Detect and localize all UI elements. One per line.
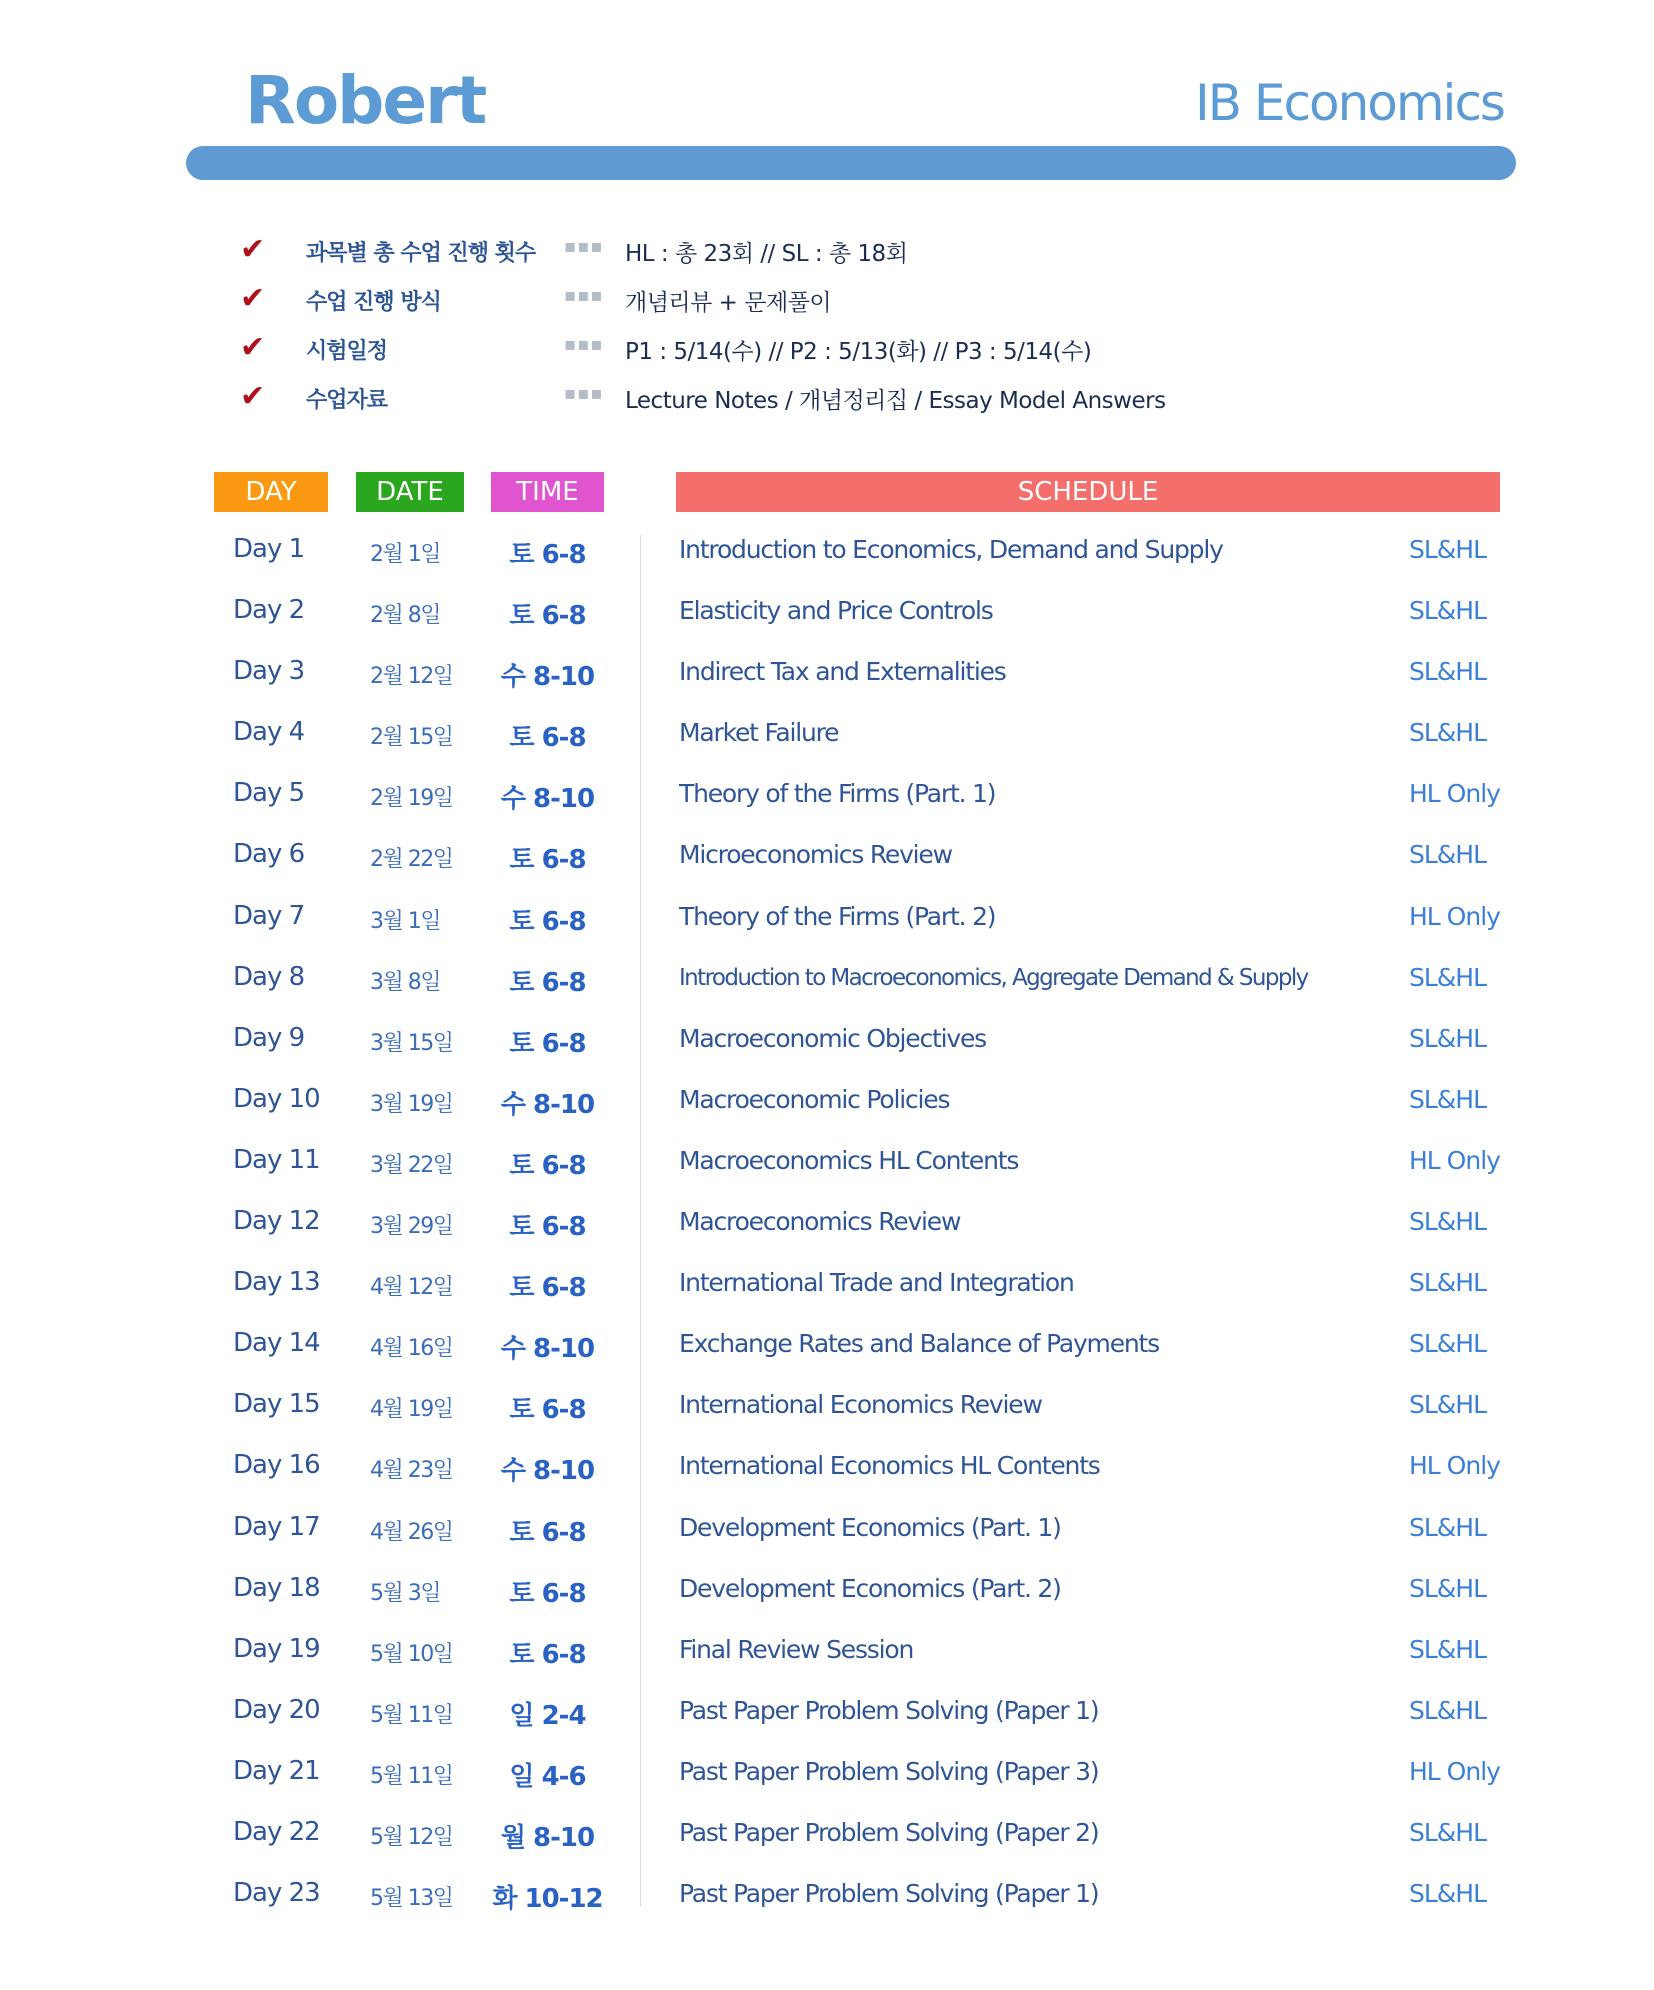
- date-cell: 2월 22일: [370, 847, 453, 873]
- level-cell: SL&HL: [1409, 535, 1487, 564]
- schedule-cell: Development Economics (Part. 2): [679, 1573, 1061, 1603]
- table-row: [0, 1321, 1654, 1382]
- time-cell: 토 6-8: [509, 1578, 586, 1609]
- checkmark-icon: ✔: [240, 330, 266, 365]
- column-header-schedule: SCHEDULE: [676, 472, 1500, 512]
- day-cell: Day 3: [233, 656, 305, 687]
- table-row: [0, 527, 1654, 588]
- info-row: [240, 230, 1440, 279]
- course-title: IB Economics: [1194, 74, 1504, 132]
- date-cell: 3월 22일: [370, 1152, 453, 1178]
- schedule-cell: International Trade and Integration: [679, 1268, 1074, 1298]
- checkmark-icon: ✔: [240, 281, 266, 316]
- table-row: [0, 1505, 1654, 1566]
- level-cell: SL&HL: [1409, 1512, 1487, 1542]
- schedule-cell: Elasticity and Price Controls: [679, 596, 993, 626]
- table-row: [0, 1871, 1654, 1932]
- day-cell: Day 9: [233, 1022, 305, 1053]
- level-cell: SL&HL: [1409, 657, 1487, 687]
- level-cell: SL&HL: [1409, 1268, 1487, 1298]
- day-cell: Day 6: [233, 839, 305, 870]
- date-cell: 5월 11일: [370, 1702, 453, 1728]
- schedule-cell: Introduction to Macroeconomics, Aggregate Demand & Supply: [679, 964, 1308, 991]
- table-row: [0, 588, 1654, 649]
- schedule-cell: Past Paper Problem Solving (Paper 2): [679, 1817, 1099, 1847]
- table-row: [0, 1016, 1654, 1077]
- level-cell: SL&HL: [1409, 840, 1487, 870]
- day-cell: Day 16: [233, 1450, 320, 1481]
- date-cell: 3월 8일: [370, 969, 440, 995]
- table-row: [0, 832, 1654, 893]
- time-cell: 수 8-10: [500, 1334, 595, 1365]
- time-cell: 수 8-10: [500, 1089, 595, 1120]
- table-row: [0, 1627, 1654, 1688]
- schedule-cell: Macroeconomic Policies: [679, 1084, 950, 1114]
- day-cell: Day 21: [233, 1755, 320, 1786]
- time-cell: 화 10-12: [492, 1884, 603, 1915]
- day-cell: Day 18: [233, 1572, 320, 1603]
- level-cell: HL Only: [1409, 779, 1500, 809]
- header-divider-bar: [186, 146, 1516, 180]
- day-cell: Day 23: [233, 1878, 320, 1909]
- info-value: HL : 총 23회 // SL : 총 18회: [625, 241, 908, 267]
- level-cell: SL&HL: [1409, 962, 1487, 992]
- schedule-cell: International Economics HL Contents: [679, 1451, 1100, 1481]
- schedule-cell: Theory of the Firms (Part. 1): [679, 779, 996, 809]
- table-row: [0, 1199, 1654, 1260]
- day-cell: Day 14: [233, 1328, 320, 1359]
- day-cell: Day 4: [233, 717, 305, 748]
- table-row: [0, 649, 1654, 710]
- column-header-date: DATE: [356, 472, 464, 512]
- time-cell: 토 6-8: [509, 723, 586, 754]
- date-cell: 3월 15일: [370, 1030, 453, 1056]
- table-row: [0, 894, 1654, 955]
- info-label: 시험일정: [306, 339, 388, 364]
- level-cell: SL&HL: [1409, 1634, 1487, 1664]
- level-cell: SL&HL: [1409, 1695, 1487, 1725]
- date-cell: 4월 19일: [370, 1397, 453, 1423]
- level-cell: SL&HL: [1409, 1329, 1487, 1359]
- table-row: [0, 1688, 1654, 1749]
- info-label: 수업자료: [306, 388, 388, 413]
- info-label: 수업 진행 방식: [306, 290, 441, 315]
- day-cell: Day 2: [233, 595, 305, 626]
- day-cell: Day 10: [233, 1083, 320, 1114]
- date-cell: 3월 29일: [370, 1214, 453, 1240]
- date-cell: 4월 26일: [370, 1519, 453, 1545]
- time-cell: 수 8-10: [500, 784, 595, 815]
- time-cell: 토 6-8: [509, 1028, 586, 1059]
- schedule-cell: Past Paper Problem Solving (Paper 1): [679, 1695, 1099, 1725]
- checkmark-icon: ✔: [240, 232, 266, 267]
- teacher-name: Robert: [245, 62, 486, 139]
- time-cell: 수 8-10: [500, 662, 595, 693]
- time-cell: 토 6-8: [509, 1517, 586, 1548]
- time-cell: 일 2-4: [509, 1700, 586, 1731]
- table-row: [0, 1749, 1654, 1810]
- table-row: [0, 1810, 1654, 1871]
- table-row: [0, 771, 1654, 832]
- info-label: 과목별 총 수업 진행 횟수: [306, 241, 536, 266]
- day-cell: Day 7: [233, 900, 305, 931]
- time-cell: 수 8-10: [500, 1456, 595, 1487]
- level-cell: HL Only: [1409, 1145, 1500, 1175]
- level-cell: SL&HL: [1409, 1817, 1487, 1847]
- table-row: [0, 1566, 1654, 1627]
- schedule-cell: Macroeconomic Objectives: [679, 1023, 986, 1053]
- date-cell: 3월 1일: [370, 908, 440, 934]
- level-cell: HL Only: [1409, 901, 1500, 931]
- day-cell: Day 17: [233, 1511, 320, 1542]
- time-cell: 토 6-8: [509, 1395, 586, 1426]
- schedule-table: [0, 527, 1654, 1932]
- day-cell: Day 5: [233, 778, 305, 809]
- time-cell: 토 6-8: [509, 1212, 586, 1243]
- day-cell: Day 8: [233, 961, 305, 992]
- table-row: [0, 1382, 1654, 1443]
- schedule-cell: Development Economics (Part. 1): [679, 1512, 1061, 1542]
- day-cell: Day 13: [233, 1267, 320, 1298]
- date-cell: 2월 8일: [370, 603, 440, 629]
- time-cell: 토 6-8: [509, 967, 586, 998]
- schedule-cell: Final Review Session: [679, 1634, 914, 1664]
- time-cell: 토 6-8: [509, 1273, 586, 1304]
- schedule-cell: Exchange Rates and Balance of Payments: [679, 1329, 1159, 1359]
- day-cell: Day 22: [233, 1816, 320, 1847]
- level-cell: SL&HL: [1409, 596, 1487, 626]
- schedule-cell: Past Paper Problem Solving (Paper 1): [679, 1879, 1099, 1909]
- date-cell: 5월 10일: [370, 1641, 453, 1667]
- date-cell: 2월 12일: [370, 664, 453, 690]
- schedule-cell: Market Failure: [679, 718, 839, 748]
- date-cell: 5월 13일: [370, 1886, 453, 1912]
- table-row: [0, 1443, 1654, 1504]
- level-cell: SL&HL: [1409, 1390, 1487, 1420]
- schedule-cell: Introduction to Economics, Demand and Supply: [679, 535, 1223, 564]
- info-value: P1 : 5/14(수) // P2 : 5/13(화) // P3 : 5/14(수): [625, 339, 1092, 365]
- day-cell: Day 15: [233, 1389, 320, 1420]
- level-cell: HL Only: [1409, 1756, 1500, 1786]
- dots-separator: ▪▪▪: [564, 334, 604, 355]
- time-cell: 월 8-10: [500, 1822, 595, 1853]
- time-cell: 토 6-8: [509, 601, 586, 632]
- level-cell: HL Only: [1409, 1451, 1500, 1481]
- table-row: [0, 710, 1654, 771]
- schedule-cell: Microeconomics Review: [679, 840, 952, 870]
- date-cell: 3월 19일: [370, 1091, 453, 1117]
- dots-separator: ▪▪▪: [564, 236, 604, 257]
- date-cell: 2월 1일: [370, 542, 440, 567]
- day-cell: Day 12: [233, 1206, 320, 1237]
- time-cell: 토 6-8: [509, 540, 586, 570]
- level-cell: SL&HL: [1409, 1207, 1487, 1237]
- date-cell: 4월 23일: [370, 1458, 453, 1484]
- schedule-cell: Indirect Tax and Externalities: [679, 657, 1006, 687]
- info-row: [240, 279, 1440, 328]
- info-value: Lecture Notes / 개념정리집 / Essay Model Answers: [625, 388, 1166, 414]
- table-row: [0, 1260, 1654, 1321]
- schedule-cell: Macroeconomics Review: [679, 1207, 961, 1237]
- date-cell: 2월 15일: [370, 725, 453, 751]
- level-cell: SL&HL: [1409, 1573, 1487, 1603]
- day-cell: Day 19: [233, 1633, 320, 1664]
- table-row: [0, 1077, 1654, 1138]
- date-cell: 5월 12일: [370, 1824, 453, 1850]
- date-cell: 5월 3일: [370, 1580, 440, 1606]
- date-cell: 5월 11일: [370, 1763, 453, 1789]
- time-cell: 토 6-8: [509, 1639, 586, 1670]
- time-cell: 일 4-6: [509, 1761, 586, 1792]
- schedule-cell: Macroeconomics HL Contents: [679, 1145, 1019, 1175]
- info-value: 개념리뷰 + 문제풀이: [625, 290, 832, 316]
- level-cell: SL&HL: [1409, 718, 1487, 748]
- date-cell: 4월 12일: [370, 1275, 453, 1301]
- info-row: [240, 377, 1440, 426]
- day-cell: Day 11: [233, 1144, 320, 1175]
- schedule-cell: International Economics Review: [679, 1390, 1042, 1420]
- checkmark-icon: ✔: [240, 379, 266, 414]
- info-row: [240, 328, 1440, 377]
- schedule-cell: Past Paper Problem Solving (Paper 3): [679, 1756, 1099, 1786]
- column-header-time: TIME: [491, 472, 604, 512]
- day-cell: Day 20: [233, 1694, 320, 1725]
- date-cell: 2월 19일: [370, 786, 453, 812]
- dots-separator: ▪▪▪: [564, 383, 604, 404]
- day-cell: Day 1: [233, 534, 305, 564]
- level-cell: SL&HL: [1409, 1879, 1487, 1909]
- time-cell: 토 6-8: [509, 845, 586, 876]
- dots-separator: ▪▪▪: [564, 285, 604, 306]
- schedule-cell: Theory of the Firms (Part. 2): [679, 901, 996, 931]
- level-cell: SL&HL: [1409, 1023, 1487, 1053]
- date-cell: 4월 16일: [370, 1336, 453, 1362]
- table-row: [0, 1138, 1654, 1199]
- table-row: [0, 955, 1654, 1016]
- column-header-day: DAY: [214, 472, 328, 512]
- course-info: [240, 230, 1440, 426]
- time-cell: 토 6-8: [509, 906, 586, 937]
- time-cell: 토 6-8: [509, 1150, 586, 1181]
- level-cell: SL&HL: [1409, 1084, 1487, 1114]
